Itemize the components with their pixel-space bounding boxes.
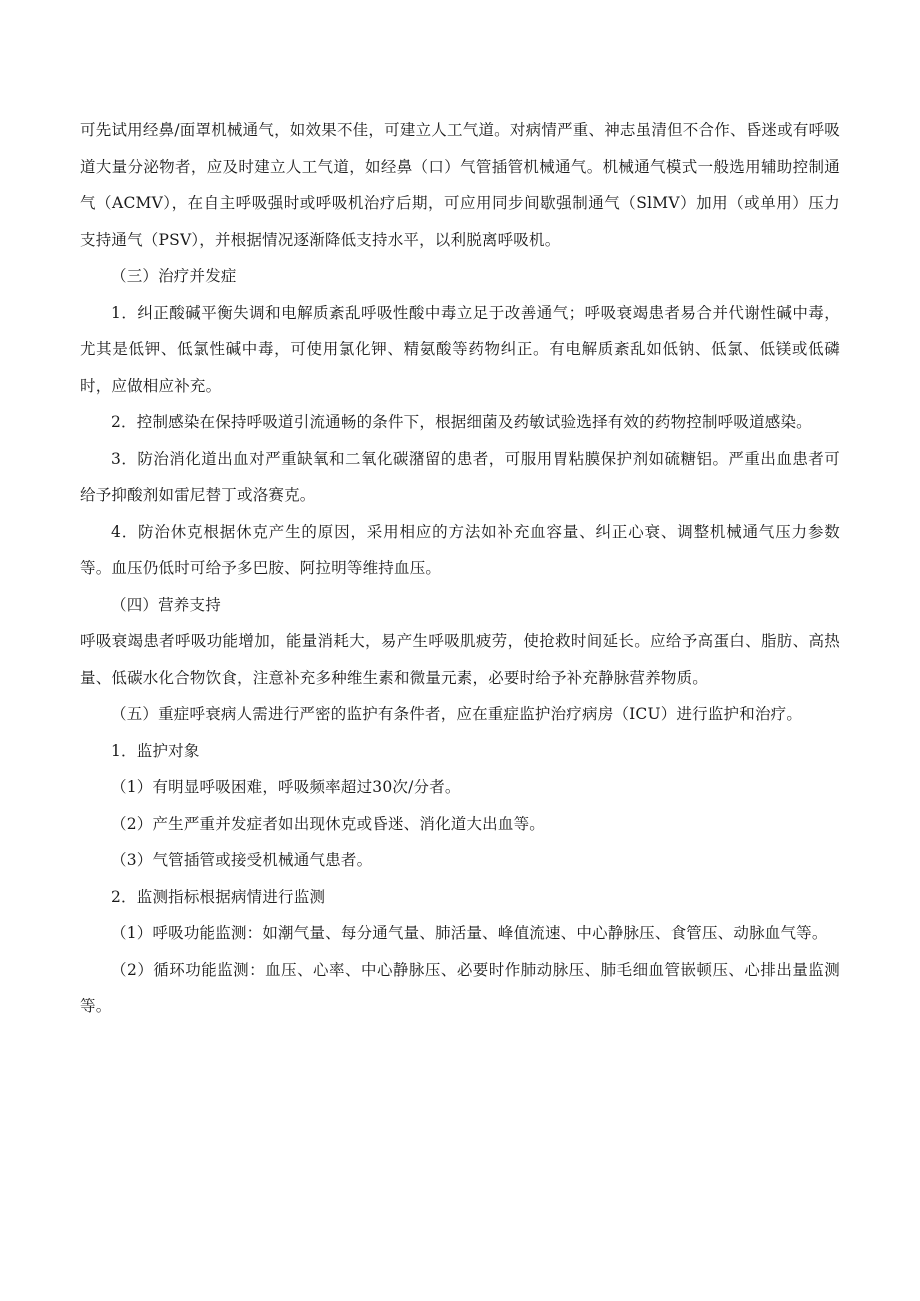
list-item-circulatory-monitoring: （2）循环功能监测：血压、心率、中心静脉压、必要时作肺动脉压、肺毛细血管嵌顿压、心排出量监测等。 (80, 960, 840, 1015)
list-item-target-2: （2）产生严重并发症者如出现休克或昏迷、消化道大出血等。 (111, 814, 545, 833)
paragraph-gi-bleeding: 3．防治消化道出血对严重缺氧和二氧化碳潴留的患者，可服用胃粘膜保护剂如硫糖铝。严重出血患者可给予抑酸剂如雷尼替丁或洛赛克。 (80, 449, 840, 504)
heading-nutrition: （四）营养支持 (111, 595, 221, 614)
paragraph-shock: 4．防治休克根据休克产生的原因，采用相应的方法如补充血容量、纠正心衰、调整机械通气压力参数等。血压仍低时可给予多巴胺、阿拉明等维持血压。 (80, 522, 840, 577)
paragraph-infection-control: 2．控制感染在保持呼吸道引流通畅的条件下，根据细菌及药敏试验选择有效的药物控制呼吸道感染。 (111, 413, 812, 431)
paragraph-icu-monitoring: （五）重症呼衰病人需进行严密的监护有条件者，应在重症监护治疗病房（ICU）进行监护和治疗。 (111, 705, 803, 723)
paragraph-nutrition: 呼吸衰竭患者呼吸功能增加，能量消耗大，易产生呼吸肌疲劳，使抢救时间延长。应给予高蛋白、脂肪、高热量、低碳水化合物饮食，注意补充多种维生素和微量元素，必要时给予补充静脉营养物质。 (80, 632, 840, 687)
list-item-respiratory-monitoring: （1）呼吸功能监测：如潮气量、每分通气量、肺活量、峰值流速、中心静脉压、食管压、动脉血气等。 (111, 924, 828, 942)
list-item-target-3: （3）气管插管或接受机械通气患者。 (111, 851, 373, 869)
list-item-target-1: （1）有明显呼吸困难，呼吸频率超过30次/分者。 (111, 778, 461, 796)
heading-treat-complications: （三）治疗并发症 (111, 267, 237, 285)
paragraph-acid-base: 1．纠正酸碱平衡失调和电解质紊乱呼吸性酸中毒立足于改善通气；呼吸衰竭患者易合并代谢性碱中毒，尤其是低钾、低氯性碱中毒，可使用氯化钾、精氨酸等药物纠正。有电解质紊乱如低钠、低氯、低镁或低磷时，应做相应补充。 (80, 303, 840, 395)
paragraph-mechanical-ventilation: 可先试用经鼻/面罩机械通气，如效果不佳，可建立人工气道。对病情严重、神志虽清但不合作、昏迷或有呼吸道大量分泌物者，应及时建立人工气道，如经鼻（口）气管插管机械通气。机械通气模式一般选用辅助控制通气（ACMV），在自主呼吸强时或呼吸机治疗后期，可应用同步间歇强制通气（SlMV）加用（或单用）压力支持通气（PSV），并根据情况逐渐降低支持水平，以利脱离呼吸机。 (80, 121, 840, 249)
document-page (80, 112, 840, 1025)
heading-monitoring-targets: 1．监护对象 (111, 741, 200, 760)
heading-monitoring-indicators: 2．监测指标根据病情进行监测 (111, 887, 326, 906)
